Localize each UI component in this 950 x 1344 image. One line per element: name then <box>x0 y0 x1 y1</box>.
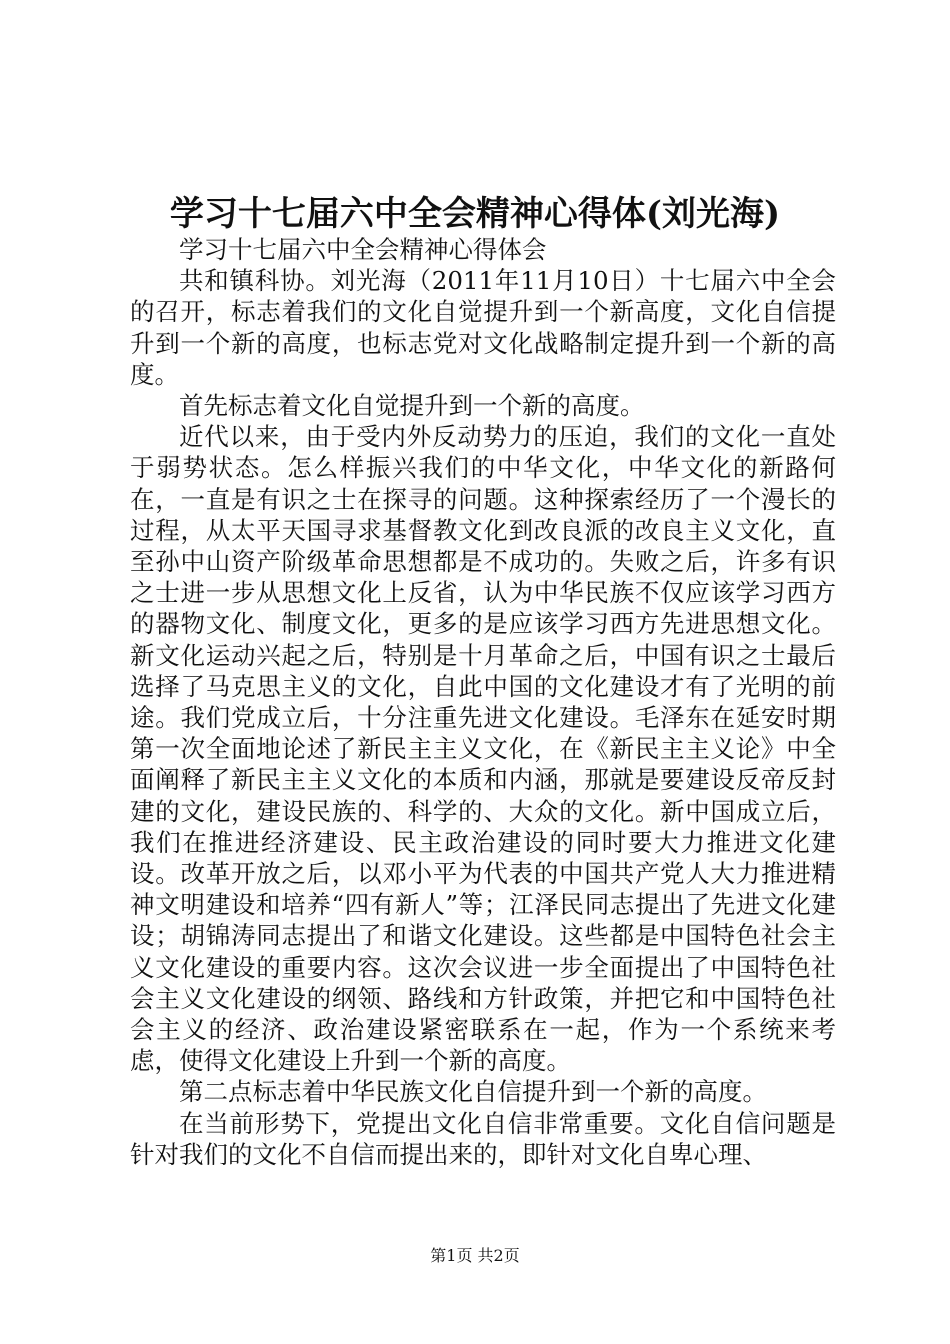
paragraph-point-one: 首先标志着文化自觉提升到一个新的高度。 <box>179 391 645 421</box>
paragraph-history: 近代以来，由于受内外反动势力的压迫，我们的文化一直处于弱势状态。怎么样振兴我们的中华文化，中华文化的新路何在，一直是有识之士在探寻的问题。这种探索经历了一个漫长的过程，从太平天国寻求基督教文化到改良派的改良主义文化，直至孙中山资产阶级革命思想都是不成功的。失败之后，许多有识之士进一步从思想文化上反省，认为中华民族不仅应该学习西方的器物文化、制度文化，更多的是应该学习西方先进思想文化。新文化运动兴起之后，特别是十月革命之后，中国有识之士最后选择了马克思主义的文化，自此中国的文化建设才有了光明的前途。我们党成立后，十分注重先进文化建设。毛泽东在延安时期第一次全面地论述了新民主主义文化，在《新民主主义论》中全面阐释了新民主主义文化的本质和内涵，那就是要建设反帝反封建的文化，建设民族的、科学的、大众的文化。新中国成立后，我们在推进经济建设、民主政治建设的同时要大力推进文化建设。改革开放之后，以邓小平为代表的中国共产党人大力推进精神文明建设和培养“四有新人”等；江泽民同志提出了先进文化建设；胡锦涛同志提出了和谐文化建设。这些都是中国特色社会主义文化建设的重要内容。这次会议进一步全面提出了中国特色社会主义文化建设的纲领、路线和方针政策，并把它和中国特色社会主义的经济、政治建设紧密联系在一起，作为一个系统来考虑，使得文化建设上升到一个新的高度。 <box>130 422 836 1076</box>
document-title: 学习十七届六中全会精神心得体(刘光海) <box>169 194 781 234</box>
document-body <box>130 234 836 1170</box>
page-footer: 第1页 共2页 <box>430 1246 520 1265</box>
paragraph-point-two: 第二点标志着中华民族文化自信提升到一个新的高度。 <box>179 1077 767 1107</box>
paragraph-confidence: 在当前形势下，党提出文化自信非常重要。文化自信问题是针对我们的文化不自信而提出来的，即针对文化自卑心理、 <box>130 1108 836 1169</box>
paragraph-subtitle: 学习十七届六中全会精神心得体会 <box>179 235 547 264</box>
paragraph-intro: 共和镇科协。刘光海（2011年11月10日）十七届六中全会的召开，标志着我们的文化自觉提升到一个新高度，文化自信提升到一个新的高度，也标志党对文化战略制定提升到一个新的高度。 <box>130 266 836 389</box>
